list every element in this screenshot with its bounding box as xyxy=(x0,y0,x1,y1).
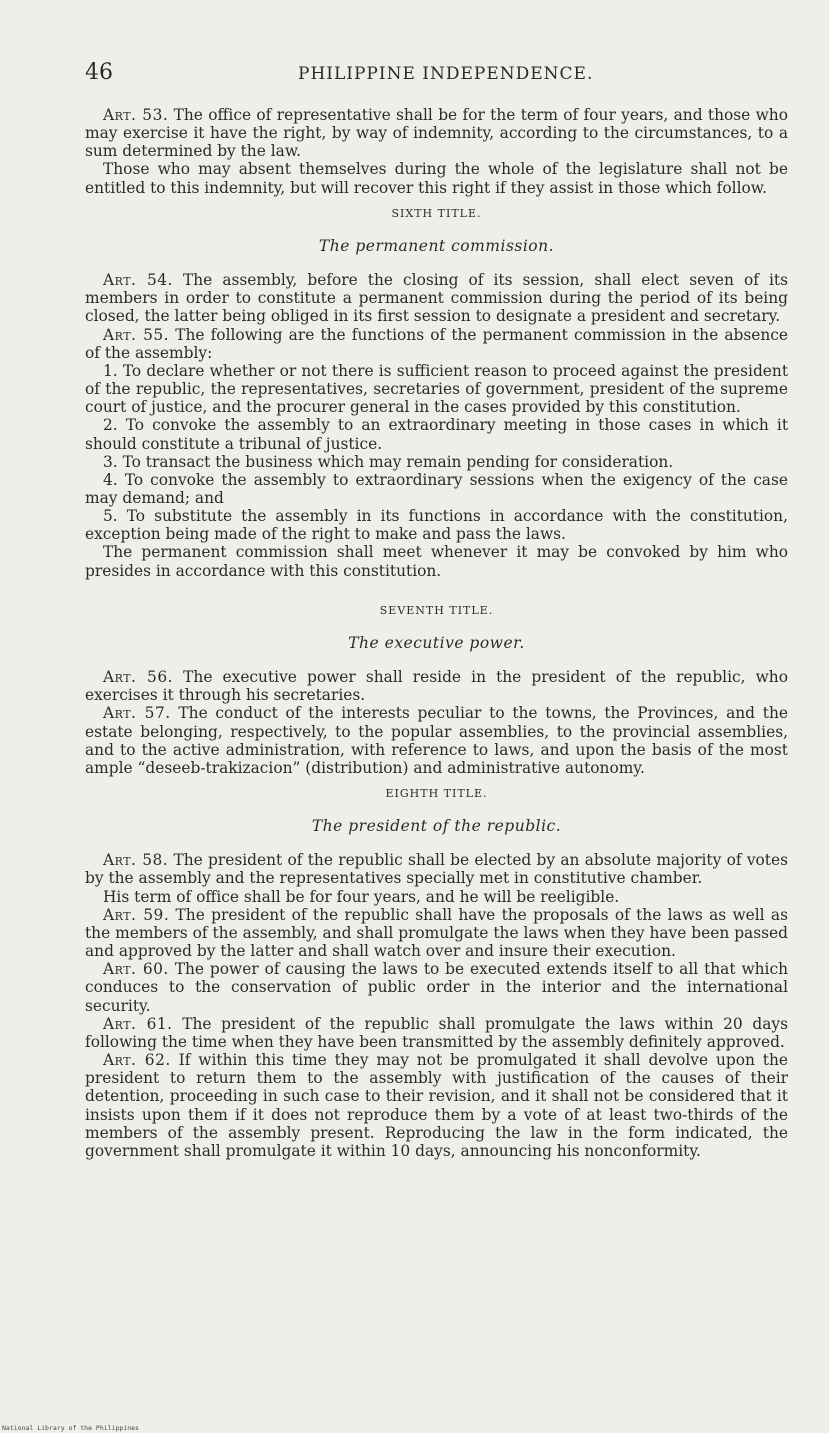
paragraph xyxy=(85,543,788,579)
paragraph-text: The following are the functions of the permanent commission in the absence of the assembly: xyxy=(85,325,788,362)
paragraph-text: The permanent commission shall meet whenever it may be convoked by him who presides in accordance with this constitution. xyxy=(85,543,788,580)
paragraph xyxy=(85,416,788,452)
paragraph xyxy=(85,160,788,196)
spacer xyxy=(85,580,788,594)
paragraph xyxy=(85,453,788,471)
paragraph xyxy=(85,471,788,507)
paragraph-text: 5. To substitute the assembly in its functions in accordance with the constitution, exception being made of the right to make and pass the laws. xyxy=(85,507,788,544)
paragraph-text: The power of causing the laws to be executed extends itself to all that which conduces to the conservation of public order in the interior and the international security. xyxy=(85,960,788,1015)
paragraph-text: 3. To transact the business which may remain pending for consideration. xyxy=(103,452,674,471)
paragraph-text: Those who may absent themselves during the whole of the legislature shall not be entitled to this indemnity, but will recover this right if they assist in those which follow. xyxy=(85,160,788,197)
paragraph-text: The office of representative shall be for the term of four years, and those who may exercise it have the right, by way of indemnity, according to the circumstances, to a sum determined by the law. xyxy=(85,106,788,161)
paragraph-text: The assembly, before the closing of its session, shall elect seven of its members in order to constitute a permanent commission during the period of its being closed, the latter being obliged in its first session to designate a president and secretary. xyxy=(85,271,788,326)
running-title: PHILIPPINE INDEPENDENCE. xyxy=(298,64,594,84)
paragraph-text: If within this time they may not be promulgated it shall devolve upon the president to return them to the assembly with justification of the causes of their detention, proceeding in such case to their revision, and it shall not be considered that it insists upon them if it does not reproduce them by a vote of at least two-thirds of the members of the assembly present. Reproducing the law in the form indicated, the government shall promulgate it within 10 days, announcing his nonconformity. xyxy=(85,1051,788,1160)
article-number: Art. 57. xyxy=(103,704,171,723)
article-number: Art. 56. xyxy=(103,668,174,687)
page-header xyxy=(85,60,769,90)
paragraph-text: 4. To convoke the assembly to extraordinary sessions when the exigency of the case may demand; and xyxy=(85,470,788,507)
paragraph xyxy=(85,888,788,906)
article-number: Art. 58. xyxy=(103,851,169,870)
section-subtitle: The executive power. xyxy=(348,633,525,652)
article-paragraph xyxy=(85,106,788,160)
paragraph-text: 1. To declare whether or not there is sufficient reason to proceed against the president of the republic, the representatives, secretaries of government, president of the supreme court of justice, and the procurer general in the cases provided by this constitution. xyxy=(85,361,788,417)
section-subtitle: The permanent commission. xyxy=(318,236,555,255)
paragraph-text: 2. To convoke the assembly to an extraordinary meeting in those cases in which it should constitute a tribunal of justice. xyxy=(85,416,788,453)
article-number: Art. 54. xyxy=(103,271,173,290)
article-number: Art. 60. xyxy=(103,960,169,979)
article-number: Art. 62. xyxy=(103,1051,171,1070)
article-paragraph xyxy=(85,960,788,1014)
paragraph-text: The president of the republic shall promulgate the laws within 20 days following the time when they have been transmitted by the assembly definitely approved. xyxy=(85,1014,788,1051)
section-title: SEVENTH TITLE. xyxy=(379,603,494,617)
paragraph-text: The president of the republic shall have the proposals of the laws as well as the members of the assembly, and shall promulgate the laws when they have been passed and approved by the latter and shall watch over and insure their execution. xyxy=(85,905,788,961)
article-paragraph xyxy=(85,851,788,887)
page-number: 46 xyxy=(85,60,113,85)
paragraph-text: The executive power shall reside in the president of the republic, who exercises it through his secretaries. xyxy=(85,668,788,705)
section-title: SIXTH TITLE. xyxy=(391,206,482,220)
article-number: Art. 55. xyxy=(103,325,170,344)
article-number: Art. 53. xyxy=(103,106,169,124)
section-title: EIGHTH TITLE. xyxy=(385,787,488,800)
paragraph xyxy=(85,362,788,416)
paragraph-text: The conduct of the interests peculiar to the towns, the Provinces, and the estate belonging, respectively, to the popular assemblies, to the provincial assemblies, and to the active administration, with reference to laws, and upon the basis of the most ample “deseeb-trakizacion” (distribution) and administrative autonomy. xyxy=(85,704,788,777)
paragraph-text: The president of the republic shall be elected by an absolute majority of votes by the assembly and the representatives specially met in constitutive chamber. xyxy=(85,851,788,888)
article-paragraph xyxy=(85,326,788,362)
section-subtitle: The president of the republic. xyxy=(311,817,562,836)
paragraph-text: His term of office shall be for four years, and he will be reeligible. xyxy=(103,887,620,906)
article-number: Art. 59. xyxy=(103,905,170,924)
paragraph xyxy=(85,507,788,543)
document-body xyxy=(85,106,788,1160)
article-paragraph xyxy=(85,668,788,704)
article-paragraph xyxy=(85,271,788,325)
article-paragraph xyxy=(85,1015,788,1051)
article-paragraph xyxy=(85,1051,788,1160)
article-paragraph xyxy=(85,906,788,960)
footer-credit: National Library of the Philippines xyxy=(2,1424,139,1432)
article-paragraph xyxy=(85,704,788,777)
article-number: Art. 61. xyxy=(103,1014,173,1033)
